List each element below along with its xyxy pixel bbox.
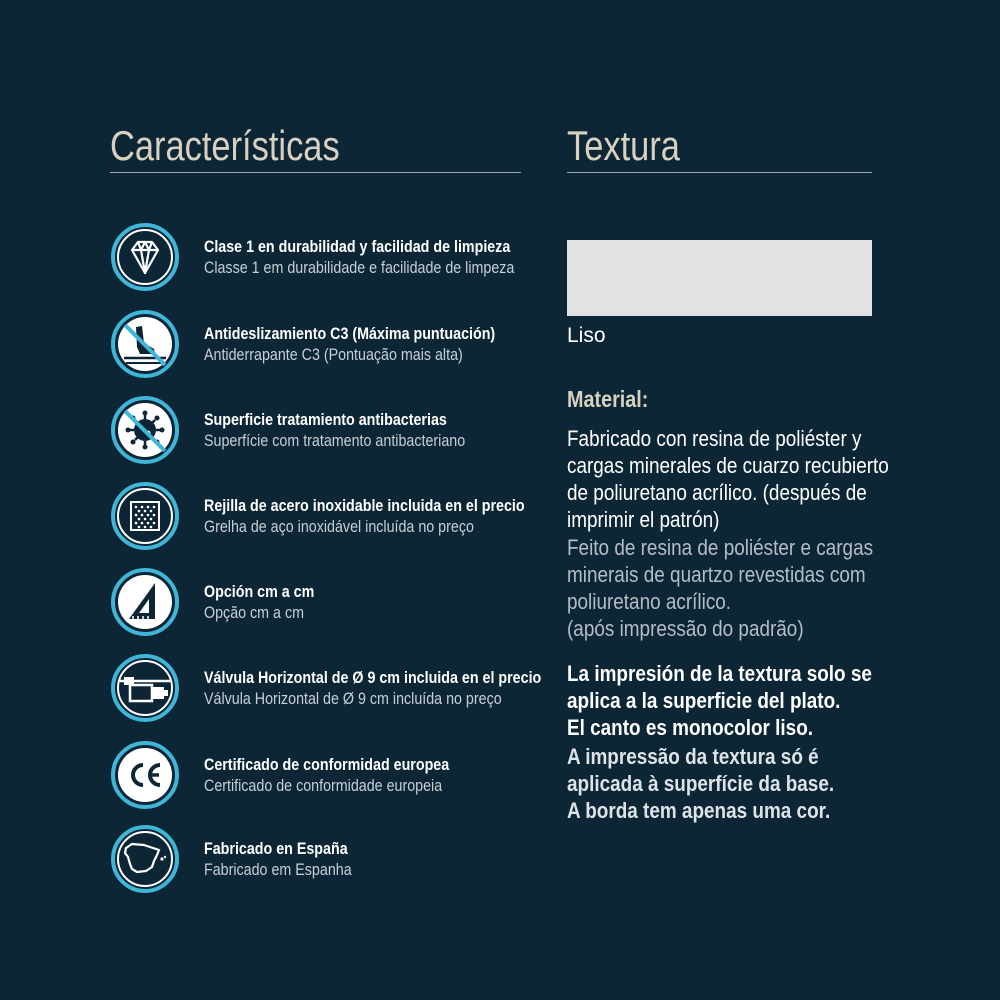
material-line-es: Fabricado con resina de poliéster y: [567, 426, 862, 451]
note-line-pt: aplicada à superfície da base.: [567, 771, 835, 796]
note-line-pt: A borda tem apenas uma cor.: [567, 798, 831, 823]
set-square-icon: [110, 567, 180, 637]
note-line-pt: A impressão da textura só é: [567, 744, 819, 769]
feature-text-es: Válvula Horizontal de Ø 9 cm incluida en el precio: [204, 668, 542, 687]
feature-text-pt: Antiderrapante C3 (Pontuação mais alta): [204, 345, 463, 364]
material-line-pt: poliuretano acrílico.: [567, 589, 732, 614]
feature-item-grate: [110, 481, 540, 553]
material-line-pt: (após impressão do padrão): [567, 616, 804, 641]
diamond-icon: [110, 222, 180, 292]
feature-text-es: Superficie tratamiento antibacterias: [204, 410, 447, 429]
antibacterial-icon: [110, 395, 180, 465]
material-line-pt: minerais de quartzo revestidas com: [567, 562, 866, 587]
feature-text-pt: Certificado de conformidade europeia: [204, 776, 443, 795]
feature-text-pt: Fabricado em Espanha: [204, 860, 352, 879]
feature-text-pt: Classe 1 em durabilidade e facilidade de limpeza: [204, 258, 515, 277]
print-note-es: [567, 660, 872, 741]
material-title: Material:: [567, 386, 649, 412]
feature-item-durability: [110, 222, 540, 294]
texture-swatch: [567, 240, 872, 316]
material-line-es: cargas minerales de cuarzo recubierto: [567, 453, 889, 478]
feature-item-anti-slip: [110, 309, 540, 381]
feature-text-es: Fabricado en España: [204, 839, 348, 858]
feature-item-made-in-spain: [110, 824, 540, 896]
texture-label: Liso: [567, 324, 606, 347]
feature-item-antibacterial: [110, 395, 540, 467]
feature-text-es: Certificado de conformidad europea: [204, 755, 450, 774]
ce-mark-icon: [110, 740, 180, 810]
feature-text-pt: Grelha de aço inoxidável incluída no preço: [204, 517, 474, 536]
texture-heading-divider: [567, 172, 872, 173]
features-heading: Características: [110, 122, 340, 169]
feature-text-pt: Superfície com tratamento antibacteriano: [204, 431, 466, 450]
print-note-pt: [567, 743, 834, 824]
material-line-pt: Feito de resina de poliéster e cargas: [567, 535, 874, 560]
note-line-es: El canto es monocolor liso.: [567, 715, 814, 740]
material-description-pt: [567, 534, 873, 642]
feature-text-es: Opción cm a cm: [204, 582, 315, 601]
spain-map-icon: [110, 824, 180, 894]
texture-heading: Textura: [567, 122, 680, 169]
material-description-es: [567, 425, 889, 533]
grid-grate-icon: [110, 481, 180, 551]
feature-item-ce: [110, 740, 540, 812]
material-line-es: imprimir el patrón): [567, 507, 720, 532]
feature-text-es: Rejilla de acero inoxidable incluida en el precio: [204, 496, 525, 515]
feature-text-pt: Opção cm a cm: [204, 603, 304, 622]
anti-slip-icon: [110, 309, 180, 379]
note-line-es: La impresión de la textura solo se: [567, 661, 872, 686]
material-line-es: de poliuretano acrílico. (después de: [567, 480, 867, 505]
features-heading-divider: [110, 172, 521, 173]
feature-item-custom-size: [110, 567, 540, 639]
note-line-es: aplica a la superficie del plato.: [567, 688, 841, 713]
feature-text-pt: Válvula Horizontal de Ø 9 cm incluída no preço: [204, 689, 502, 708]
valve-icon: [110, 653, 180, 723]
feature-item-valve: [110, 653, 540, 725]
feature-text-es: Clase 1 en durabilidad y facilidad de limpieza: [204, 237, 511, 256]
feature-text-es: Antideslizamiento C3 (Máxima puntuación): [204, 324, 496, 343]
